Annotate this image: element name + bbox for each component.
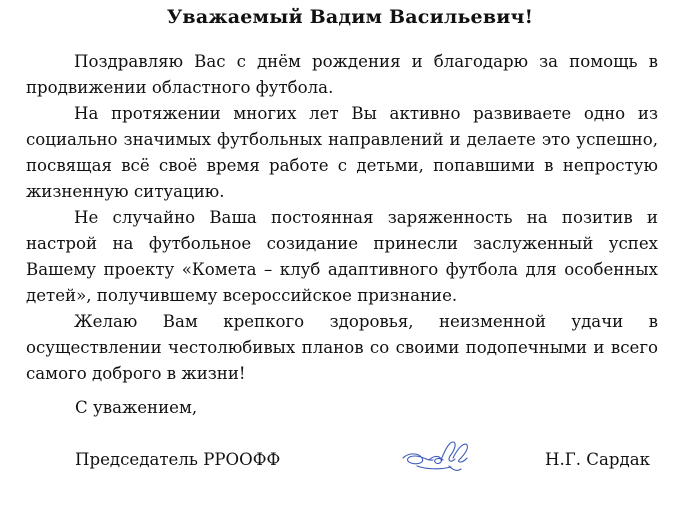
signature-block xyxy=(75,446,650,486)
sender-position: Председатель РРООФФ xyxy=(75,450,281,469)
sender-name: Н.Г. Сардак xyxy=(545,450,650,469)
paragraph-congratulation: Поздравляю Вас с днём рождения и благодарю за помощь в продвижении областного футбола. xyxy=(26,52,658,97)
salutation: Уважаемый Вадим Васильевич! xyxy=(166,6,534,28)
closing: С уважением, xyxy=(75,398,198,417)
letter-body xyxy=(26,49,658,387)
paragraph-project: Не случайно Ваша постоянная заряженность на позитив и настрой на футбольное созидание принесли заслуженный успех Вашему проекту «Комета – клуб адаптивного футбола для особенных детей», получившему всероссийское признание. xyxy=(26,208,658,305)
paragraph-wishes: Желаю Вам крепкого здоровья, неизменной удачи в осуществлении честолюбивых планов со своими подопечными и всего самого доброго в жизни! xyxy=(26,312,658,383)
handwritten-signature xyxy=(395,436,485,486)
paragraph-development: На протяжении многих лет Вы активно развиваете одно из социально значимых футбольных направлений и делаете это успешно, посвящая всё своё время работе с детьми, попавшими в непростую жизненную ситуацию. xyxy=(26,104,658,201)
